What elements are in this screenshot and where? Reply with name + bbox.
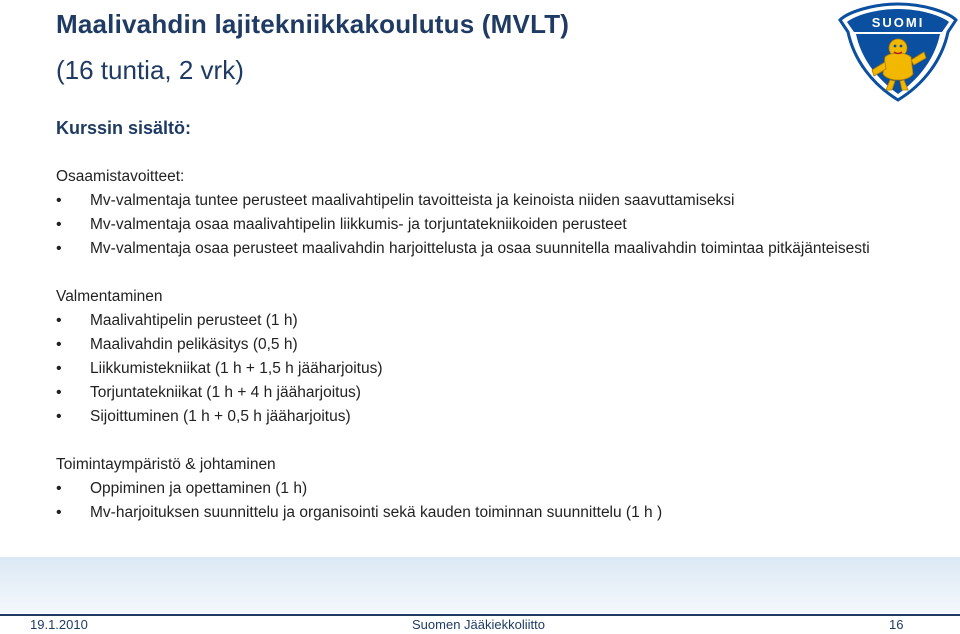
bullet-list — [56, 477, 936, 525]
list-item: • Mv-valmentaja osaa perusteet maalivahdin harjoittelusta ja osaa suunnitella maalivahdin toimintaa pitkäjänteisesti — [56, 237, 936, 261]
list-item: • Mv-valmentaja osaa maalivahtipelin liikkumis- ja torjuntatekniikoiden perusteet — [56, 213, 936, 237]
group-coaching — [56, 285, 936, 429]
list-item: • Oppiminen ja opettaminen (1 h) — [56, 477, 936, 501]
list-item: • Torjuntatekniikat (1 h + 4 h jääharjoitus) — [56, 381, 936, 405]
suomi-lion-logo — [838, 2, 958, 102]
footer-page-number: 16 — [889, 617, 904, 632]
list-item: • Maalivahtipelin perusteet (1 h) — [56, 309, 936, 333]
group-heading: Toimintaympäristö & johtaminen — [56, 456, 276, 473]
bullet-list — [56, 309, 936, 429]
group-heading: Valmentaminen — [56, 288, 163, 305]
list-item: • Liikkumistekniikat (1 h + 1,5 h jääharjoitus) — [56, 357, 936, 381]
slide-title: Maalivahdin lajitekniikkakoulutus (MVLT) — [56, 9, 570, 39]
footer-divider — [0, 614, 960, 616]
footer-band — [0, 557, 960, 613]
list-item: • Mv-harjoituksen suunnittelu ja organisointi sekä kauden toiminnan suunnittelu (1 h ) — [56, 501, 936, 525]
footer-organization: Suomen Jääkiekkoliitto — [412, 617, 545, 632]
section-title: Kurssin sisältö: — [56, 118, 192, 138]
slide-subtitle: (16 tuntia, 2 vrk) — [56, 55, 244, 85]
list-item: • Mv-valmentaja tuntee perusteet maalivahtipelin tavoitteista ja keinoista niiden saavuttamiseksi — [56, 189, 936, 213]
logo-text: SUOMI — [871, 15, 925, 30]
group-heading: Osaamistavoitteet: — [56, 168, 185, 185]
list-item: • Maalivahdin pelikäsitys (0,5 h) — [56, 333, 936, 357]
bullet-list — [56, 189, 936, 261]
group-environment-leadership — [56, 453, 936, 525]
group-learning-goals — [56, 165, 936, 261]
course-content — [56, 165, 936, 549]
footer-date: 19.1.2010 — [30, 617, 88, 632]
list-item: • Sijoittuminen (1 h + 0,5 h jääharjoitus) — [56, 405, 936, 429]
